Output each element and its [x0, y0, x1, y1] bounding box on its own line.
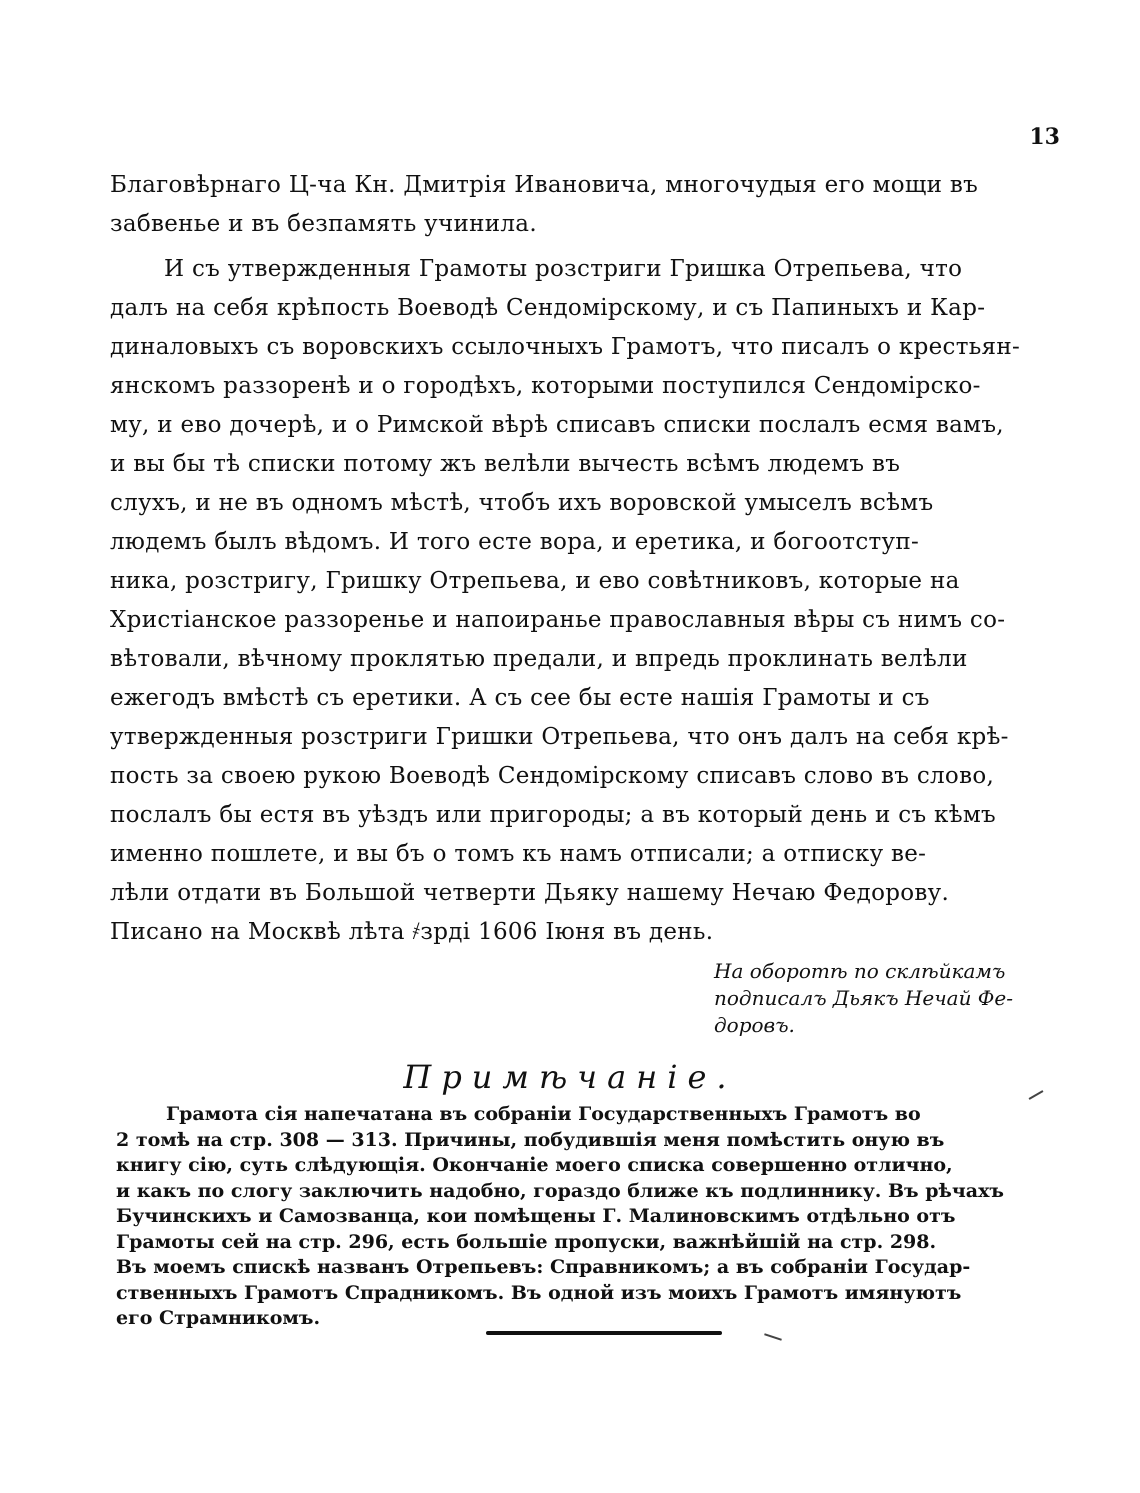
closing-rule	[486, 1331, 722, 1335]
text-line: забвенье и въ безпамять учинила.	[110, 211, 537, 237]
note-line: его Страмникомъ.	[116, 1307, 321, 1329]
text-line: диналовыхъ съ воровскихъ ссылочныхъ Грамотъ, что писалъ о крестьян-	[110, 334, 1021, 360]
text-line: слухъ, и не въ одномъ мѣстѣ, чтобъ ихъ воровской умыселъ всѣмъ	[110, 490, 934, 516]
text-line: именно пошлете, и вы бъ о томъ къ намъ отписали; а отписку ве-	[110, 841, 927, 867]
text-line: далъ на себя крѣпость Воеводѣ Сендомірскому, и съ Папиныхъ и Кар-	[110, 295, 986, 321]
note-line: и какъ по слогу заключить надобно, гораздо ближе къ подлиннику. Въ рѣчахъ	[116, 1179, 1004, 1202]
notes-text	[116, 1102, 1084, 1332]
endorsement-line: На оборотѣ по склѣйкамъ	[714, 959, 1006, 983]
endorsement-note	[714, 958, 1074, 1039]
text-line: ежегодъ вмѣстѣ съ еретики. А съ сее бы есте нашія Грамоты и съ	[110, 685, 930, 711]
text-line: вѣтовали, вѣчному проклятью предали, и впредь проклинать велѣли	[110, 646, 968, 672]
text-line: утвержденныя розстриги Гришки Отрепьева, что онъ далъ на себя крѣ-	[110, 724, 1009, 750]
text-line: лѣли отдати въ Большой четверти Дьяку нашему Нечаю Федорову.	[110, 880, 950, 906]
text-line: Благовѣрнаго Ц-ча Кн. Дмитрія Ивановича, многочудыя его мощи въ	[110, 172, 979, 198]
note-line: ственныхъ Грамотъ Спрадникомъ. Въ одной изъ моихъ Грамотъ имянуютъ	[116, 1281, 962, 1304]
text-line: И съ утвержденныя Грамоты розстриги Гришка Отрепьева, что	[164, 256, 963, 282]
endorsement-line: доровъ.	[714, 1013, 795, 1037]
note-line: Грамоты сей на стр. 296, есть большіе пропуски, важнѣйшій на стр. 298.	[116, 1230, 937, 1253]
note-line: Грамота сія напечатана въ собраніи Государственныхъ Грамотъ во	[166, 1103, 921, 1125]
note-line: 2 томѣ на стр. 308 — 313. Причины, побудившія меня помѣстить оную въ	[116, 1128, 945, 1151]
text-line: послалъ бы естя въ уѣздъ или пригороды; а въ который день и съ кѣмъ	[110, 802, 996, 828]
endorsement-line: подписалъ Дьякъ Нечай Фе-	[714, 986, 1014, 1010]
note-line: книгу сію, суть слѣдующія. Окончаніе моего списка совершенно отлично,	[116, 1154, 953, 1176]
charter-text	[110, 166, 1086, 952]
text-line: Писано на Москвѣ лѣта ҂зрді 1606 Іюня въ день.	[110, 919, 714, 945]
text-line: людемъ былъ вѣдомъ. И того есте вора, и еретика, и богоотступ-	[110, 529, 920, 555]
text-line: и вы бы тѣ списки потому жъ велѣли вычесть всѣмъ людемъ въ	[110, 451, 901, 477]
text-line: Христіанское раззоренье и напоиранье православныя вѣры съ нимъ со-	[110, 607, 1006, 633]
ink-mark	[764, 1333, 782, 1340]
text-line: ника, розстригу, Гришку Отрепьева, и ево совѣтниковъ, которые на	[110, 568, 960, 594]
text-line: му, и ево дочерѣ, и о Римской вѣрѣ списавъ списки послалъ есмя вамъ,	[110, 412, 1004, 438]
text-line: пость за своею рукою Воеводѣ Сендомірскому списавъ слово въ слово,	[110, 763, 995, 789]
text-line: янскомъ раззоренѣ и о городѣхъ, которыми поступился Сендомірско-	[110, 373, 981, 399]
note-line: Въ моемъ спискѣ названъ Отрепьевъ: Справникомъ; а въ собраніи Государ-	[116, 1256, 971, 1278]
page-number: 13	[1029, 124, 1060, 150]
section-title: Примѣчаніе.	[403, 1058, 737, 1096]
note-line: Бучинскихъ и Самозванца, кои помѣщены Г. Малиновскимъ отдѣльно отъ	[116, 1205, 956, 1227]
